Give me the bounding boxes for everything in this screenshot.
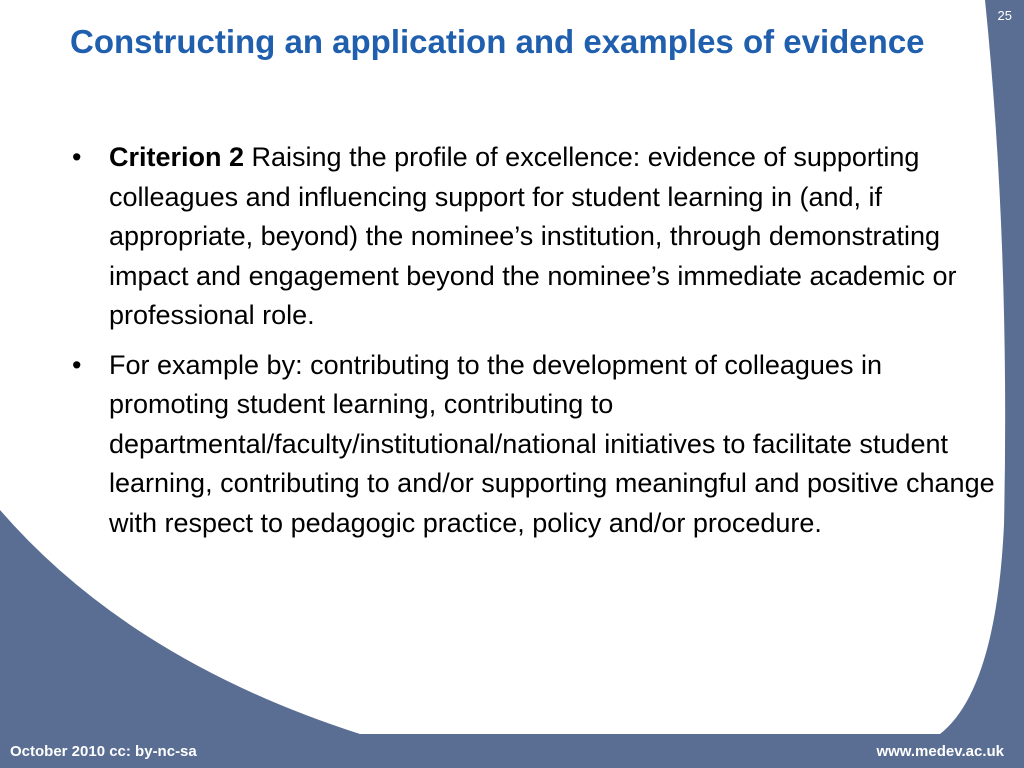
bullet-bold-label: Criterion 2 [109,142,245,172]
bullet-text: For example by: contributing to the development of colleagues in promoting student learning, contributing to departmental/faculty/institutional/national initiatives to facilitate student learning, contributing to and/or supporting meaningful and positive change with respect to pedagogic practice, policy and/or procedure. [109,349,995,538]
bullet-item-example [70,346,1005,544]
footer [0,734,1024,768]
footer-date-license: October 2010 cc: by-nc-sa [10,743,197,760]
bullet-text: Raising the profile of excellence: evidence of supporting colleagues and influencing support for student learning in (and, if appropriate, beyond) the nominee’s institution, through demonstrating impact and engagement beyond the nominee’s immediate academic or professional role. [109,142,957,330]
footer-website: www.medev.ac.uk [876,743,1004,760]
page-number: 25 [997,8,1012,23]
bullet-list [70,138,1005,553]
slide-title: Constructing an application and examples of evidence [70,23,925,60]
bullet-item-criterion [70,138,1005,336]
